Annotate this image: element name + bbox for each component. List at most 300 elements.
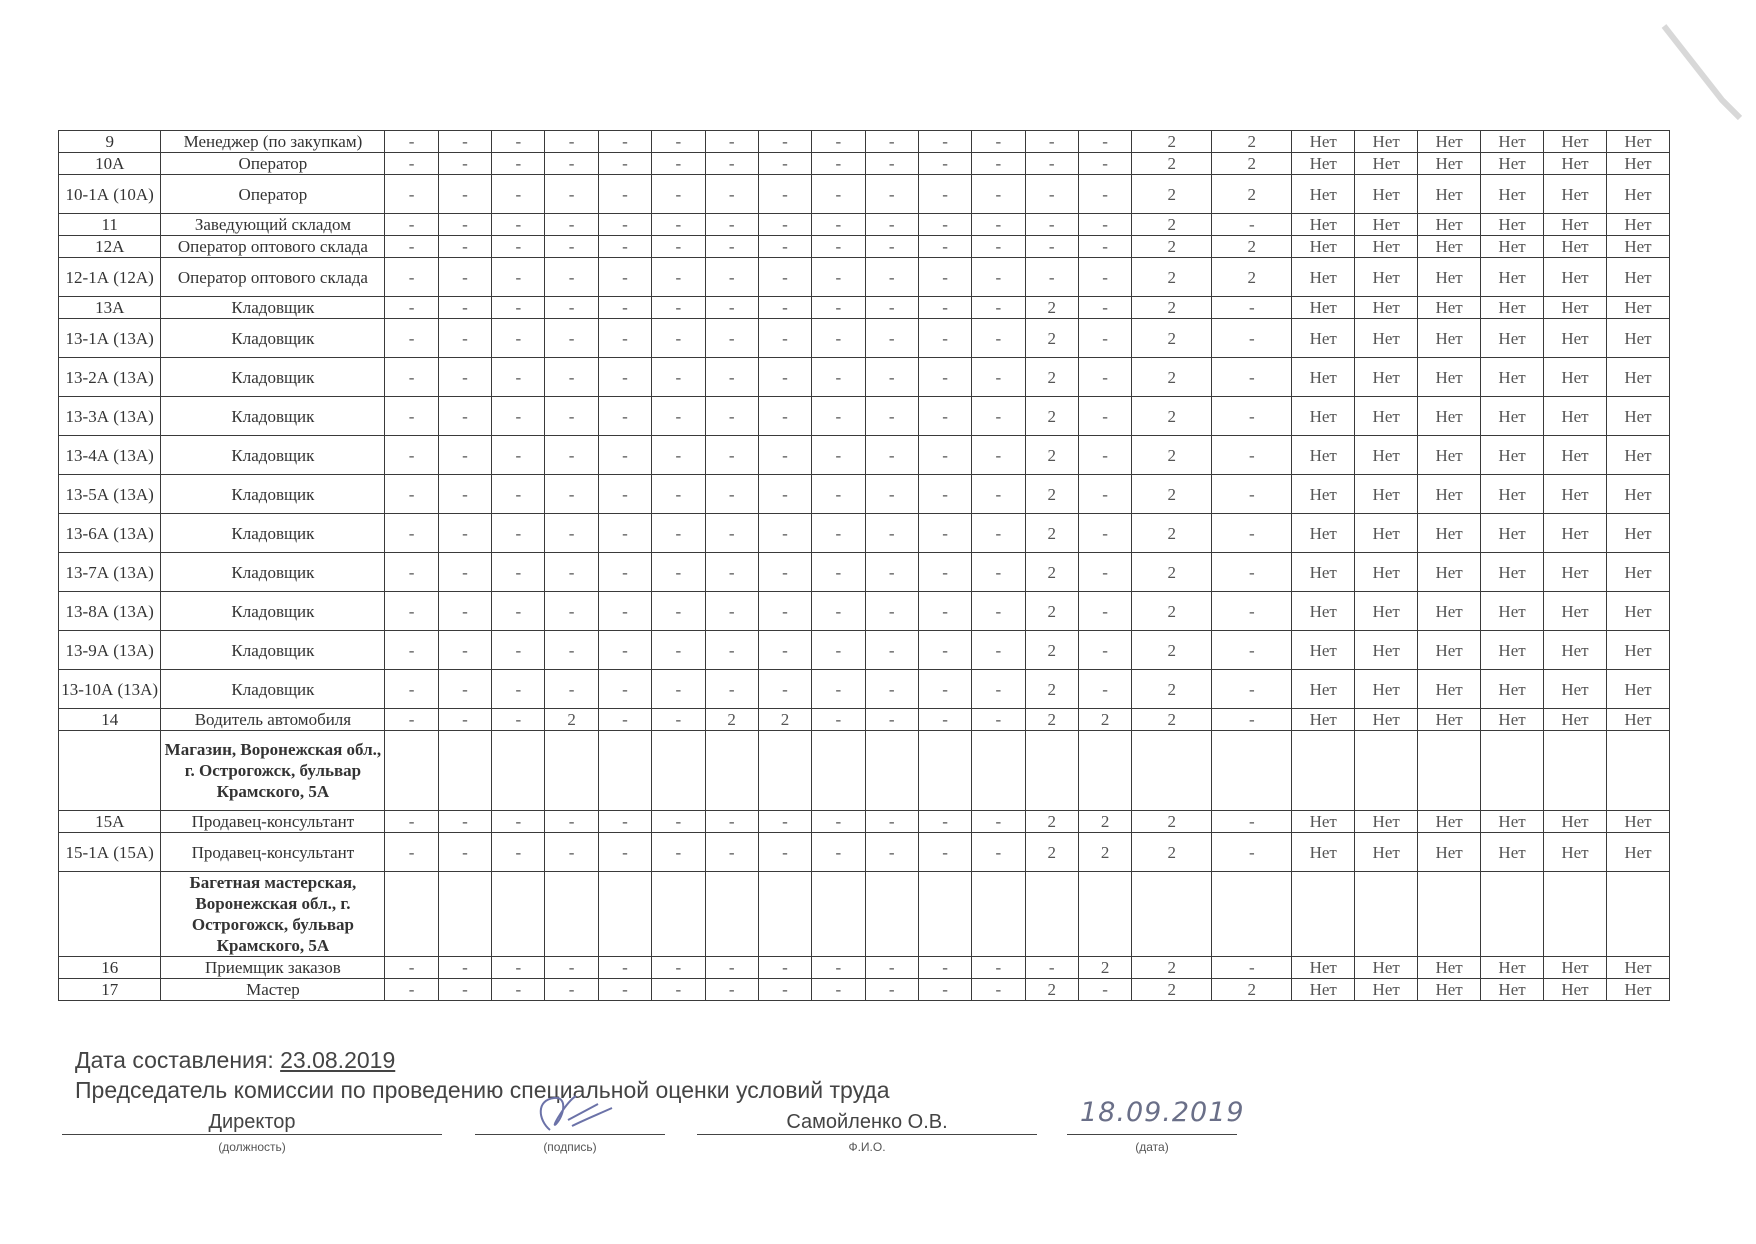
value-cell: Нет: [1606, 131, 1669, 153]
position-caption: (должность): [218, 1140, 286, 1154]
value-cell: -: [545, 833, 598, 872]
value-cell: -: [758, 553, 811, 592]
workplace-number: 12-1А (12А): [59, 258, 161, 297]
value-cell: Нет: [1544, 297, 1607, 319]
value-cell: -: [598, 709, 651, 731]
value-cell: -: [812, 592, 865, 631]
value-cell: 2: [1212, 979, 1292, 1001]
value-cell: -: [918, 131, 971, 153]
empty-cell: [705, 872, 758, 957]
value-cell: -: [652, 258, 705, 297]
value-cell: Нет: [1606, 957, 1669, 979]
section-row: [59, 872, 1670, 957]
empty-cell: [758, 731, 811, 811]
value-cell: -: [865, 475, 918, 514]
value-cell: -: [492, 436, 545, 475]
empty-cell: [1078, 872, 1131, 957]
value-cell: Нет: [1292, 957, 1355, 979]
empty-cell: [545, 731, 598, 811]
value-cell: -: [918, 979, 971, 1001]
value-cell: -: [705, 258, 758, 297]
value-cell: Нет: [1544, 397, 1607, 436]
value-cell: -: [598, 397, 651, 436]
empty-cell: [1025, 731, 1078, 811]
value-cell: Нет: [1481, 258, 1544, 297]
value-cell: Нет: [1355, 957, 1418, 979]
workplace-number: 15А: [59, 811, 161, 833]
value-cell: -: [385, 833, 438, 872]
empty-cell: [492, 731, 545, 811]
section-row: [59, 731, 1670, 811]
value-cell: Нет: [1292, 811, 1355, 833]
value-cell: -: [972, 833, 1025, 872]
empty-cell: [492, 872, 545, 957]
table-row: [59, 709, 1670, 731]
value-cell: -: [972, 131, 1025, 153]
value-cell: -: [438, 631, 491, 670]
value-cell: -: [598, 436, 651, 475]
value-cell: -: [1212, 514, 1292, 553]
value-cell: -: [865, 957, 918, 979]
value-cell: Нет: [1606, 979, 1669, 1001]
empty-cell: [1078, 731, 1131, 811]
value-cell: -: [812, 670, 865, 709]
value-cell: -: [758, 358, 811, 397]
value-cell: Нет: [1481, 397, 1544, 436]
value-cell: -: [652, 436, 705, 475]
value-cell: -: [492, 397, 545, 436]
workplace-number: 11: [59, 214, 161, 236]
value-cell: -: [492, 236, 545, 258]
table-row: [59, 979, 1670, 1001]
table-row: [59, 833, 1670, 872]
value-cell: -: [705, 811, 758, 833]
position-name: Кладовщик: [161, 319, 385, 358]
workplace-number: 15-1А (15А): [59, 833, 161, 872]
value-cell: Нет: [1544, 214, 1607, 236]
value-cell: -: [652, 514, 705, 553]
value-cell: -: [705, 514, 758, 553]
value-cell: -: [972, 297, 1025, 319]
value-cell: 2: [1025, 811, 1078, 833]
value-cell: 2: [1025, 319, 1078, 358]
value-cell: -: [918, 833, 971, 872]
workplace-number: 13-4А (13А): [59, 436, 161, 475]
value-cell: Нет: [1481, 957, 1544, 979]
value-cell: 2: [1025, 297, 1078, 319]
value-cell: Нет: [1355, 236, 1418, 258]
value-cell: -: [438, 436, 491, 475]
value-cell: Нет: [1481, 475, 1544, 514]
value-cell: -: [1025, 258, 1078, 297]
value-cell: -: [865, 397, 918, 436]
value-cell: -: [972, 153, 1025, 175]
value-cell: -: [705, 175, 758, 214]
value-cell: -: [918, 175, 971, 214]
empty-cell: [598, 872, 651, 957]
value-cell: Нет: [1481, 833, 1544, 872]
value-cell: Нет: [1544, 475, 1607, 514]
value-cell: -: [652, 670, 705, 709]
value-cell: Нет: [1418, 358, 1481, 397]
value-cell: -: [385, 397, 438, 436]
value-cell: -: [705, 957, 758, 979]
value-cell: Нет: [1292, 670, 1355, 709]
value-cell: -: [545, 436, 598, 475]
signature-caption: (подпись): [543, 1140, 597, 1154]
value-cell: Нет: [1544, 131, 1607, 153]
value-cell: -: [492, 175, 545, 214]
value-cell: Нет: [1418, 670, 1481, 709]
table-row: [59, 236, 1670, 258]
value-cell: Нет: [1606, 397, 1669, 436]
workplace-number: 14: [59, 709, 161, 731]
value-cell: 2: [1132, 475, 1212, 514]
workplace-number: 10-1А (10А): [59, 175, 161, 214]
fio-caption: Ф.И.О.: [848, 1140, 886, 1154]
value-cell: -: [385, 297, 438, 319]
value-cell: -: [918, 514, 971, 553]
value-cell: -: [972, 811, 1025, 833]
value-cell: -: [972, 358, 1025, 397]
value-cell: -: [758, 153, 811, 175]
value-cell: -: [438, 553, 491, 592]
value-cell: Нет: [1355, 709, 1418, 731]
value-cell: Нет: [1292, 833, 1355, 872]
value-cell: -: [1212, 709, 1292, 731]
empty-cell: [438, 731, 491, 811]
value-cell: -: [972, 957, 1025, 979]
empty-cell: [1212, 872, 1292, 957]
value-cell: -: [438, 514, 491, 553]
value-cell: -: [1078, 214, 1131, 236]
value-cell: Нет: [1544, 833, 1607, 872]
workplace-number: 13-3А (13А): [59, 397, 161, 436]
value-cell: -: [545, 397, 598, 436]
value-cell: -: [385, 319, 438, 358]
value-cell: -: [438, 475, 491, 514]
value-cell: -: [1078, 436, 1131, 475]
value-cell: -: [1212, 436, 1292, 475]
value-cell: -: [705, 214, 758, 236]
position-name: Кладовщик: [161, 397, 385, 436]
value-cell: -: [652, 811, 705, 833]
value-cell: Нет: [1355, 358, 1418, 397]
compile-date: [75, 1047, 395, 1074]
position-name: Мастер: [161, 979, 385, 1001]
value-cell: 2: [1212, 175, 1292, 214]
workplace-number: 13-2А (13А): [59, 358, 161, 397]
value-cell: Нет: [1418, 397, 1481, 436]
table-row: [59, 670, 1670, 709]
value-cell: 2: [1132, 236, 1212, 258]
position-name: Кладовщик: [161, 436, 385, 475]
value-cell: -: [918, 319, 971, 358]
section-title: Магазин, Воронежская обл., г. Острогожск, бульвар Крамского, 5А: [161, 731, 385, 811]
position-name: Приемщик заказов: [161, 957, 385, 979]
empty-cell: [438, 872, 491, 957]
section-title: Багетная мастерская, Воронежская обл., г. Острогожск, бульвар Крамского, 5А: [161, 872, 385, 957]
value-cell: -: [545, 514, 598, 553]
table-row: [59, 358, 1670, 397]
value-cell: -: [1025, 131, 1078, 153]
empty-cell: [1292, 872, 1355, 957]
value-cell: -: [918, 436, 971, 475]
value-cell: Нет: [1481, 670, 1544, 709]
empty-cell: [812, 872, 865, 957]
empty-cell: [652, 731, 705, 811]
value-cell: Нет: [1292, 153, 1355, 175]
value-cell: Нет: [1292, 319, 1355, 358]
workplace-number: 13-5А (13А): [59, 475, 161, 514]
value-cell: 2: [1025, 709, 1078, 731]
value-cell: -: [598, 631, 651, 670]
value-cell: Нет: [1481, 358, 1544, 397]
value-cell: Нет: [1355, 811, 1418, 833]
value-cell: 2: [1132, 153, 1212, 175]
value-cell: -: [545, 358, 598, 397]
value-cell: -: [1078, 175, 1131, 214]
table-row: [59, 436, 1670, 475]
value-cell: -: [812, 811, 865, 833]
value-cell: -: [758, 670, 811, 709]
value-cell: Нет: [1418, 175, 1481, 214]
value-cell: -: [492, 553, 545, 592]
table-row: [59, 475, 1670, 514]
value-cell: Нет: [1418, 319, 1481, 358]
value-cell: Нет: [1292, 175, 1355, 214]
value-cell: -: [758, 214, 811, 236]
value-cell: Нет: [1544, 709, 1607, 731]
value-cell: Нет: [1544, 236, 1607, 258]
value-cell: -: [492, 358, 545, 397]
value-cell: -: [385, 811, 438, 833]
value-cell: Нет: [1418, 514, 1481, 553]
value-cell: -: [758, 131, 811, 153]
value-cell: -: [438, 258, 491, 297]
value-cell: Нет: [1355, 319, 1418, 358]
value-cell: 2: [1132, 258, 1212, 297]
value-cell: -: [1025, 175, 1078, 214]
value-cell: -: [972, 175, 1025, 214]
value-cell: Нет: [1606, 258, 1669, 297]
value-cell: -: [652, 592, 705, 631]
value-cell: -: [1078, 358, 1131, 397]
value-cell: Нет: [1606, 709, 1669, 731]
value-cell: -: [1212, 319, 1292, 358]
position-name: Кладовщик: [161, 631, 385, 670]
position-name: Оператор оптового склада: [161, 236, 385, 258]
value-cell: -: [492, 131, 545, 153]
value-cell: -: [492, 979, 545, 1001]
value-cell: 2: [1025, 979, 1078, 1001]
position-name: Оператор: [161, 153, 385, 175]
value-cell: -: [918, 670, 971, 709]
value-cell: -: [438, 592, 491, 631]
value-cell: 2: [1132, 811, 1212, 833]
table-row: [59, 214, 1670, 236]
value-cell: -: [1212, 397, 1292, 436]
value-cell: -: [1078, 631, 1131, 670]
value-cell: Нет: [1418, 709, 1481, 731]
table-row: [59, 397, 1670, 436]
value-cell: Нет: [1292, 553, 1355, 592]
value-cell: -: [598, 514, 651, 553]
value-cell: 2: [1025, 833, 1078, 872]
value-cell: Нет: [1544, 514, 1607, 553]
value-cell: -: [812, 258, 865, 297]
value-cell: -: [385, 475, 438, 514]
value-cell: Нет: [1544, 631, 1607, 670]
value-cell: Нет: [1544, 670, 1607, 709]
value-cell: Нет: [1418, 131, 1481, 153]
table-row: [59, 297, 1670, 319]
value-cell: -: [545, 258, 598, 297]
value-cell: -: [492, 319, 545, 358]
value-cell: 2: [705, 709, 758, 731]
value-cell: -: [492, 475, 545, 514]
value-cell: -: [758, 811, 811, 833]
value-cell: -: [705, 319, 758, 358]
value-cell: Нет: [1606, 297, 1669, 319]
position-name: Кладовщик: [161, 553, 385, 592]
value-cell: -: [918, 236, 971, 258]
value-cell: -: [758, 631, 811, 670]
workplace-number: 13-6А (13А): [59, 514, 161, 553]
value-cell: 2: [1025, 631, 1078, 670]
value-cell: -: [545, 957, 598, 979]
value-cell: -: [438, 709, 491, 731]
compile-date-label: Дата составления:: [75, 1047, 274, 1073]
table-row: [59, 175, 1670, 214]
empty-cell: [385, 872, 438, 957]
workplace-number: 9: [59, 131, 161, 153]
value-cell: Нет: [1292, 214, 1355, 236]
value-cell: -: [545, 214, 598, 236]
value-cell: 2: [1212, 153, 1292, 175]
value-cell: -: [758, 397, 811, 436]
value-cell: -: [652, 833, 705, 872]
value-cell: -: [598, 175, 651, 214]
empty-cell: [1355, 731, 1418, 811]
value-cell: -: [812, 397, 865, 436]
fio-field: Самойленко О.В.: [697, 1110, 1037, 1135]
value-cell: -: [812, 631, 865, 670]
value-cell: Нет: [1481, 592, 1544, 631]
value-cell: -: [1212, 631, 1292, 670]
value-cell: -: [1212, 957, 1292, 979]
value-cell: -: [865, 631, 918, 670]
value-cell: -: [652, 709, 705, 731]
value-cell: Нет: [1355, 131, 1418, 153]
value-cell: 2: [1078, 957, 1131, 979]
value-cell: -: [1078, 153, 1131, 175]
value-cell: 2: [1025, 592, 1078, 631]
value-cell: -: [652, 319, 705, 358]
value-cell: -: [1212, 553, 1292, 592]
value-cell: Нет: [1606, 436, 1669, 475]
value-cell: -: [545, 236, 598, 258]
value-cell: Нет: [1606, 670, 1669, 709]
value-cell: Нет: [1606, 833, 1669, 872]
value-cell: -: [492, 709, 545, 731]
value-cell: -: [652, 979, 705, 1001]
value-cell: -: [492, 514, 545, 553]
value-cell: 2: [1132, 670, 1212, 709]
value-cell: -: [918, 709, 971, 731]
value-cell: -: [972, 319, 1025, 358]
value-cell: 2: [1078, 833, 1131, 872]
value-cell: -: [385, 258, 438, 297]
empty-cell: [1544, 872, 1607, 957]
value-cell: -: [812, 436, 865, 475]
value-cell: Нет: [1355, 297, 1418, 319]
value-cell: -: [972, 258, 1025, 297]
value-cell: -: [492, 811, 545, 833]
empty-cell: [705, 731, 758, 811]
position-name: Кладовщик: [161, 592, 385, 631]
empty-cell: [1025, 872, 1078, 957]
value-cell: -: [865, 553, 918, 592]
value-cell: -: [758, 319, 811, 358]
value-cell: -: [385, 236, 438, 258]
value-cell: -: [918, 592, 971, 631]
value-cell: Нет: [1418, 258, 1481, 297]
value-cell: -: [812, 553, 865, 592]
empty-cell: [758, 872, 811, 957]
value-cell: -: [492, 258, 545, 297]
value-cell: Нет: [1355, 979, 1418, 1001]
value-cell: Нет: [1606, 592, 1669, 631]
value-cell: -: [492, 214, 545, 236]
value-cell: -: [705, 979, 758, 1001]
value-cell: -: [1078, 319, 1131, 358]
value-cell: 2: [1132, 592, 1212, 631]
value-cell: -: [1078, 236, 1131, 258]
value-cell: -: [972, 236, 1025, 258]
value-cell: -: [438, 236, 491, 258]
value-cell: -: [652, 553, 705, 592]
value-cell: Нет: [1292, 592, 1355, 631]
value-cell: -: [812, 297, 865, 319]
value-cell: 2: [1212, 236, 1292, 258]
value-cell: 2: [1078, 811, 1131, 833]
workplace-number: 13-7А (13А): [59, 553, 161, 592]
value-cell: 2: [1025, 514, 1078, 553]
value-cell: Нет: [1355, 436, 1418, 475]
empty-cell: [865, 872, 918, 957]
value-cell: Нет: [1606, 475, 1669, 514]
value-cell: Нет: [1355, 214, 1418, 236]
value-cell: -: [385, 957, 438, 979]
empty-cell: [1481, 872, 1544, 957]
value-cell: 2: [1132, 631, 1212, 670]
value-cell: -: [705, 436, 758, 475]
value-cell: -: [705, 297, 758, 319]
value-cell: -: [1078, 131, 1131, 153]
value-cell: -: [972, 436, 1025, 475]
value-cell: -: [598, 592, 651, 631]
value-cell: -: [598, 153, 651, 175]
value-cell: 2: [1025, 397, 1078, 436]
value-cell: -: [865, 979, 918, 1001]
value-cell: 2: [1025, 436, 1078, 475]
value-cell: -: [1078, 475, 1131, 514]
value-cell: -: [1212, 358, 1292, 397]
empty-cell: [865, 731, 918, 811]
empty-cell: [385, 731, 438, 811]
value-cell: Нет: [1418, 979, 1481, 1001]
